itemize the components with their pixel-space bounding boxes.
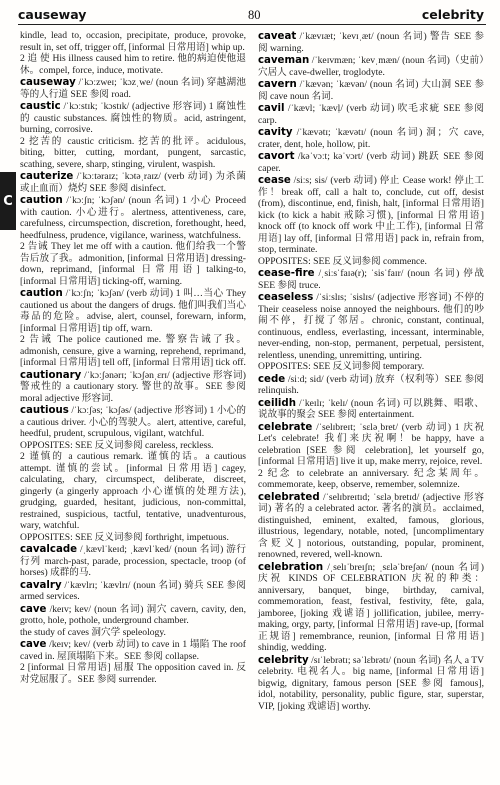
dictionary-entry [258,31,484,54]
entry-headword: caustic [20,101,61,112]
entry-text: 2 [informal 日常用语] 屈服 The opposition caved in. 反对党屈服了。SEE 参阅 surrender. [20,662,246,685]
right-column [258,30,484,712]
dictionary-entry [20,544,246,579]
entry-headword: cavalcade [20,544,78,555]
dictionary-entry [258,422,484,468]
entry-headword: celebrated [258,491,320,503]
entry-headword: ceaseless [258,292,314,303]
entry-text: /ˌselɪˈbreɪʃn; ˌsɛləˈbreʃən/ (noun 名词) 庆祝 KINDS OF CELEBRATION 庆祝的种类：anniversary, banquet, binge, birthday, carnival, commemoration, feast, festival, festivity, fête, gala, jamboree, [joking 戏谑语] jollification, jubilee, merry-making, orgy, party, [informal 日常用语] rave-up, [formal 正规语] remembrance, reunion, [informal 日常用语] shindig, wedding. [258,561,484,653]
entry-headword: celebrity [258,654,309,666]
dictionary-entry [258,292,484,361]
entry-headword: caveman [258,55,310,66]
entry-sense [20,440,246,452]
entry-text: /siːs; sis/ (verb 动词) 停止 Cease work! 停止工作！break off, call a halt to, conclude, cut off, desist (from), discontinue, end, finish, halt, [informal 日常用语] kick (to kick a habit 戒除习惯), [informal 日常用语] knock off (to knock off work 中止工作), [informal 日常用语] lay off, [informal 日常用语] pack in, refrain from, stop, terminate. [258,175,484,255]
entry-headword: celebration [258,561,324,573]
entry-text: the study of caves 洞穴学 speleology. [20,626,166,638]
dictionary-entry [258,103,484,126]
guide-word-left: causeway [18,7,87,22]
entry-text: OPPOSITES: SEE 反义词参阅 temporary. [258,361,425,372]
entry-sense [20,532,246,544]
dictionary-entry [20,77,246,100]
entry-headword: cease-fire [258,268,315,279]
dictionary-entry [20,195,246,241]
dictionary-entry [20,580,246,603]
entry-sense [20,241,246,287]
entry-text: OPPOSITES: SEE 反义词参阅 forthright, impetuous. [20,531,229,543]
entry-headword: caution [20,195,63,206]
dictionary-entry [20,370,246,405]
entry-headword: cautionary [20,369,82,381]
entry-text: /ˈkævətɪ; ˈkævətɪ/ (noun 名词) 洞；穴 cave, crater, dent, hole, hollow, pit. [258,127,484,150]
entry-text: /ˈkɔːstɪk; ˈkɔstɪk/ (adjective 形容词) 1 腐蚀性的 caustic substances. 腐蚀性的物质。acid, astringent, burning, corrosive. [20,101,246,135]
entry-text: /kəˈvɔːt; kəˈvɔrt/ (verb 动词) 跳跃 SEE 参阅 caper. [258,151,484,174]
entry-sense [20,627,246,639]
entry-text: /keɪv; kev/ (verb 动词) to cave in 1 塌陷 The roof caved in. 屋顶塌陷下来。SEE 参阅 collapse. [20,639,246,662]
guide-word-right: celebrity [421,7,484,22]
entry-text: /ˈkævɪæt; ˈkevɪˌæt/ (noun 名词) 警告 SEE 参阅 warning. [258,31,484,54]
entry-headword: cavil [258,103,285,114]
entry-headword: cede [258,373,286,385]
entry-sense [20,53,246,76]
entry-sense [20,30,246,53]
entry-text: /ˈkævl; ˈkævḷ/ (verb 动词) 吹毛求疵 SEE 参阅 carp. [258,103,484,126]
dictionary-entry [258,151,484,174]
entry-text: /ˈselɪbreɪt; ˈsɛləˌbret/ (verb 动词) 1 庆祝 Let's celebrate! 我们来庆祝啊！be happy, have a celebration [SEE 参阅 celebration], let yourself go, [informal 日常用语] live it up, make merry, rejoice, revel. [258,421,484,467]
entry-sense [20,334,246,369]
entry-text: /ˈkævən; ˈkævən/ (noun 名词) 大山洞 SEE 参阅 cave noun 名词. [258,79,484,102]
entry-text: OPPOSITES: SEE 反义词参阅 commence. [258,255,427,267]
dictionary-entry [20,288,246,334]
entry-headword: caveat [258,31,297,42]
dictionary-entry [258,398,484,421]
entry-text: /ˈkeɪlɪ; ˈkelɪ/ (noun 名词) 可以跳舞、唱歌、说故事的聚会 SEE 参阅 entertainment. [258,397,484,420]
thumb-index-tab [0,172,16,230]
entry-text: 2 追 使 His illness caused him to retire. 他的病迫使他退休。compel, force, induce, motivate. [20,53,246,76]
dictionary-entry [258,374,484,397]
dictionary-entry [258,127,484,150]
dictionary-entry [258,492,484,561]
dictionary-entry [258,655,484,713]
entry-headword: cautious [20,405,69,416]
entry-text: /ˈkɔːʃəs; ˈkɔʃəs/ (adjective 形容词) 1 小心的 a cautious driver. 小心的驾驶人。alert, attentive, careful, heedful, prudent, scrupulous, vigilant, watchful. [20,405,246,439]
entry-text: /ˈkɔːtəraɪz; ˈkɔtəˌraɪz/ (verb 动词) 为杀菌或止血而）烧灼 SEE 参阅 disinfect. [20,171,246,194]
entry-headword: cavity [258,127,293,138]
entry-headword: caution [20,288,63,299]
entry-headword: cauterize [20,171,74,182]
entry-sense [258,468,484,491]
dictionary-entry [20,171,246,194]
entry-text: 2 告诫 The police cautioned me. 警察告诫了我。admonish, censure, give a warning, reprehend, reprimand, [informal 日常用语] tell off, [informal 日常用语] tick off. [20,334,246,368]
entry-text: /ˈkɔːʃənərɪ; ˈkɔʃənˌɛrɪ/ (adjective 形容词) 警戒性的 a cautionary story. 警世的故事。SEE 参阅 moral adjective 形容词. [20,369,246,404]
entry-text: 2 纪念 to celebrate an anniversary. 纪念某周年。commemorate, keep, observe, remember, solemnize. [258,467,484,490]
dictionary-entry [258,268,484,291]
entry-text: /ˈsiːslɪs; ˈsislɪs/ (adjective 形容词) 不停的 Their ceaseless noise annoyed the neighbours. 他们的吵闹不停，打搅了邻居。chronic, constant, continual, continuous, endless, everlasting, incessant, interminable, never-ending, non-stop, permanent, perpetual, persistent, relentless, unending, unremitting, untiring. [258,292,484,361]
entry-headword: ceilidh [258,397,296,409]
entry-headword: cave [20,639,47,650]
page-number: 80 [248,8,261,22]
entry-text: /ˈkɔːʃn; ˈkɔʃən/ (noun 名词) 1 小心 Proceed with caution. 小心进行。alertness, attentiveness, care, carefulness, circumspection, discretion, forethought, heed, heedfulness, prudence, vigilance, wariness, watchfulness. [20,195,246,241]
dictionary-entry [258,79,484,102]
entry-text: /sɪˈlebrətɪ; səˈlɛbrətɪ/ (noun 名词) 名人 a TV celebrity. 电视名人。big name, [informal 日常用语] bigwig, dignitary, famous person [SEE 参阅 famous], idol, notability, personality, public figure, star, superstar, VIP, [joking 戏谑语] worthy. [258,654,484,712]
entry-text: 2 告诫 They let me off with a caution. 他们给我一个警告后放了我。admonition, [informal 日常用语] dressing-down, reprimand, [informal 日常用语] talking-to, [informal 日常用语] ticking-off, warning. [20,241,246,287]
entry-headword: cave [20,603,47,615]
entry-headword: cavort [258,151,295,162]
left-column [20,30,246,685]
entry-headword: celebrate [258,421,313,433]
entry-headword: cease [258,175,291,186]
entry-sense [20,662,246,685]
entry-text: /ˈkævlrɪ; ˈkævlrɪ/ (noun 名词) 骑兵 SEE 参阅 armed services. [20,579,246,602]
thumb-index-letter: C [3,193,13,209]
entry-text: /ˌkævlˈkeɪd; ˌkævlˈked/ (noun 名词) 游行行列 march-past, parade, procession, spectacle, troop (of horses) 成群的马. [20,544,246,578]
entry-text: /keɪv; kev/ (noun 名词) 洞穴 cavern, cavity, den, grotto, hole, pothole, underground chamber. [20,603,246,626]
entry-headword: causeway [20,77,76,88]
entry-sense [20,136,246,171]
entry-text: kindle, lead to, occasion, precipitate, produce, provoke, result in, set off, trigger off, [informal 日常用语] whip up. [20,30,246,53]
entry-sense [258,256,484,268]
entry-headword: cavern [258,79,297,90]
entry-text: 2 谨慎的 a cautious remark. 谨慎的话。a cautious attempt. 谨慎的尝试。[informal 日常用语] cagey, calculating, chary, circumspect, deliberate, discreet, gingerly (a gingerly approach 小心谨慎的处理方法), grudging, guarded, hesitant, judicious, non-committal, restrained, suspicious, tactful, tentative, unadventurous, wary, watchful. [20,451,246,531]
entry-text: /ˈkɔːʃn; ˈkɔʃən/ (verb 动词) 1 叫…当心 They cautioned us about the dangers of drugs. 他们叫我们当心毒品的危险。advise, alert, counsel, forewarn, inform, [informal 日常用语] tip off, warn. [20,288,246,334]
dictionary-entry [258,55,484,78]
dictionary-entry [20,405,246,440]
entry-sense [258,361,484,373]
dictionary-entry [20,604,246,627]
entry-text: OPPOSITES: SEE 反义词参阅 careless, reckless. [20,439,214,451]
entry-text: /ˈkɔːzweɪ; ˈkɔzˌwe/ (noun 名词) 穿越湖池等的人行道 SEE 参阅 road. [20,77,246,100]
entry-headword: cavalry [20,579,62,591]
entry-sense [20,451,246,532]
dictionary-entry [258,175,484,256]
entry-text: /ˈselɪbreɪtɪd; ˈsɛləˌbretɪd/ (adjective 形容词) 著名的 a celebrated actor. 著名的演员。acclaimed, distinguished, eminent, exalted, famous, glorious, illustrious, legendary, notable, noted, [uncomplimentary 含贬义] notorious, outstanding, popular, prominent, renowned, revered, well-known. [258,491,484,560]
entry-text: /ˈkeɪvmæn; ˈkevˌmæn/ (noun 名词)（史前）穴居人 cave-dweller, troglodyte. [258,55,484,78]
dictionary-entry [258,562,484,654]
dictionary-entry [20,101,246,136]
dictionary-entry [20,639,246,662]
header-rule [18,24,486,25]
entry-text: /ˌsiːsˈfaɪə(r); ˈsisˈfaɪr/ (noun 名词) 停战 SEE 参阅 truce. [258,268,484,291]
entry-text: /siːd; sid/ (verb 动词) 放弃（权利等）SEE 参阅 relinquish. [258,373,484,396]
entry-text: 2 挖苦的 caustic criticism. 挖苦的批评。acidulous, biting, bitter, cutting, mordant, pungent, sarcastic, scathing, severe, sharp, stinging, virulent, waspish. [20,135,246,170]
